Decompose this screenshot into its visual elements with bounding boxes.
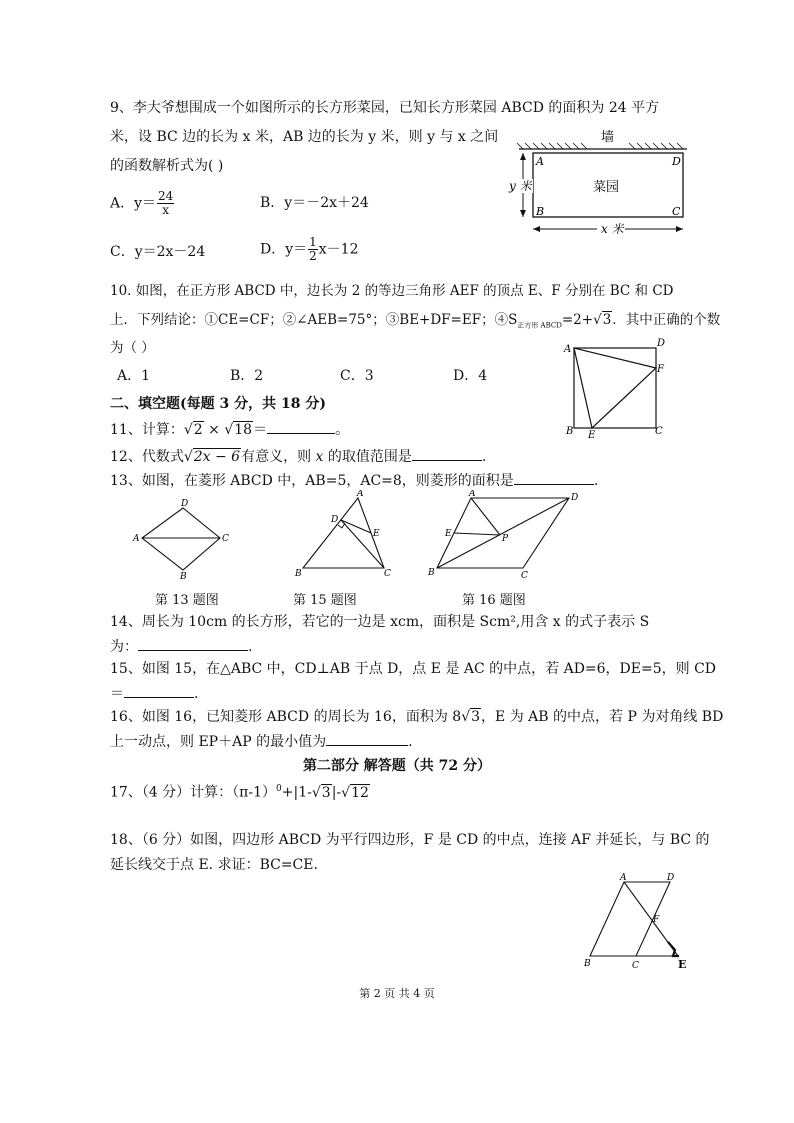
q18-line1: 18、（6 分）如图，四边形 ABCD 为平行四边形，F 是 CD 的中点，连接 AF 并延长，与 BC 的 (110, 832, 710, 848)
svg-text:B: B (428, 568, 435, 578)
q9-line2: 米，设 BC 边的长为 x 米，AB 边的长为 y 米，则 y 与 x 之间 (110, 129, 499, 145)
q15-answer-blank[interactable] (124, 683, 194, 698)
q14-line2: 为： . (110, 636, 252, 657)
svg-text:F: F (653, 915, 660, 925)
q10-option-c: C．3 (340, 368, 374, 384)
figure-13-rhombus (128, 498, 238, 583)
svg-text:B: B (584, 959, 591, 969)
q11-line: 11、计算：√2 × √18＝ 。 (110, 419, 349, 440)
svg-text:C: C (655, 426, 663, 437)
svg-text:B: B (536, 205, 545, 218)
svg-text:C: C (672, 205, 681, 218)
svg-text:A: A (536, 155, 544, 168)
q18-line2: 延长线交于点 E. 求证：BC=CE. (110, 857, 318, 873)
svg-text:P: P (502, 534, 509, 544)
svg-text:B: B (180, 572, 187, 582)
q9-option-a: A．y＝ $\frac{24}{x}$ (110, 189, 174, 217)
q17-line: 17、（4 分）计算：$(\pi-1)^0+|1-√3|-√12$ (110, 784, 369, 801)
svg-text:A: A (133, 534, 140, 544)
q13-line: 13、如图，在菱形 ABCD 中，AB=5，AC=8，则菱形的面积是 . (110, 470, 598, 491)
svg-text:菜园: 菜园 (593, 180, 620, 195)
svg-text:C: C (384, 569, 391, 579)
q9-option-c: C．y＝2x－24 (110, 244, 206, 260)
figure-15-caption: 第 15 题图 (293, 593, 357, 608)
q18-parallelogram-figure (578, 872, 698, 972)
svg-text:C: C (632, 961, 639, 971)
q10-line1: 10. 如图，在正方形 ABCD 中，边长为 2 的等边三角形 AEF 的顶点 E、F 分别在 BC 和 CD (110, 283, 674, 299)
svg-text:D: D (571, 493, 579, 503)
svg-text:A: A (469, 490, 476, 499)
svg-text:x 米: x 米 (601, 222, 624, 236)
q10-option-a: A．1 (117, 368, 151, 384)
svg-text:F: F (657, 364, 664, 375)
svg-text:墙: 墙 (601, 130, 615, 145)
q10-square-figure (560, 338, 670, 443)
q15-line1: 15、如图 15，在△ABC 中，CD⊥AB 于点 D，点 E 是 AC 的中点，若 AD=6，DE=5，则 CD (110, 661, 717, 677)
svg-text:A: A (564, 344, 572, 355)
q9-option-d: D．y＝ $\frac{1}{2}$ x－12 (260, 235, 359, 263)
svg-text:y 米: y 米 (509, 179, 532, 193)
svg-text:B: B (566, 426, 574, 437)
q15-line2: ＝ . (110, 683, 198, 704)
figure-16-caption: 第 16 题图 (462, 593, 526, 608)
svg-text:A: A (620, 873, 627, 883)
svg-text:E: E (588, 430, 596, 441)
q10-option-b: B．2 (230, 368, 264, 384)
figure-15-triangle (288, 490, 398, 585)
q14-line1: 14、周长为 10cm 的长方形，若它的一边是 xcm，面积是 Scm²,用含 x 的式子表示 S (110, 614, 650, 630)
svg-text:E: E (373, 529, 380, 539)
q10-option-d: D．4 (453, 368, 488, 384)
q16-line2: 上一动点，则 EP＋AP 的最小值为 . (110, 731, 413, 752)
svg-text:E: E (678, 958, 687, 971)
q16-line1: 16、如图 16，已知菱形 ABCD 的周长为 16，面积为 8√3，E 为 AB 的中点，若 P 为对角线 BD (110, 709, 724, 725)
svg-text:D: D (181, 499, 189, 509)
q12-answer-blank[interactable] (412, 446, 482, 461)
q13-answer-blank[interactable] (514, 470, 594, 485)
page-footer: 第 2 页 共 4 页 (359, 987, 435, 1000)
svg-text:D: D (331, 515, 339, 525)
q10-line3: 为（ ） (110, 340, 155, 356)
svg-text:C: C (222, 534, 229, 544)
figure-16-rhombus (425, 490, 580, 585)
q10-line2: 上．下列结论：①CE=CF；②∠AEB=75°；③BE+DF=EF；$④S_{正方形 ABCD}=2+√3$．其中正确的个数 (110, 312, 721, 330)
svg-text:E: E (445, 529, 452, 539)
figure-13-caption: 第 13 题图 (155, 593, 219, 608)
q9-garden-figure (495, 125, 695, 240)
svg-text:C: C (521, 571, 528, 581)
section-fill-in-title: 二、填空题(每题 3 分，共 18 分) (110, 396, 326, 412)
q9-line3: 的函数解析式为( ) (110, 158, 224, 174)
q11-answer-blank[interactable] (267, 419, 335, 434)
q9-line1: 9、李大爷想围成一个如图所示的长方形菜园，已知长方形菜园 ABCD 的面积为 24 平方 (110, 100, 660, 116)
svg-text:B: B (295, 569, 302, 579)
svg-text:D: D (657, 338, 666, 349)
svg-text:A: A (357, 490, 364, 499)
svg-text:D: D (672, 155, 681, 168)
q14-answer-blank[interactable] (138, 636, 248, 651)
q9-option-b: B．y＝－2x＋24 (260, 195, 369, 211)
q16-answer-blank[interactable] (326, 731, 408, 746)
q12-line: 12、代数式√2x − 6有意义，则 x 的取值范围是 . (110, 446, 486, 467)
svg-text:D: D (667, 873, 675, 883)
part2-title: 第二部分 解答题（共 72 分） (302, 758, 492, 774)
